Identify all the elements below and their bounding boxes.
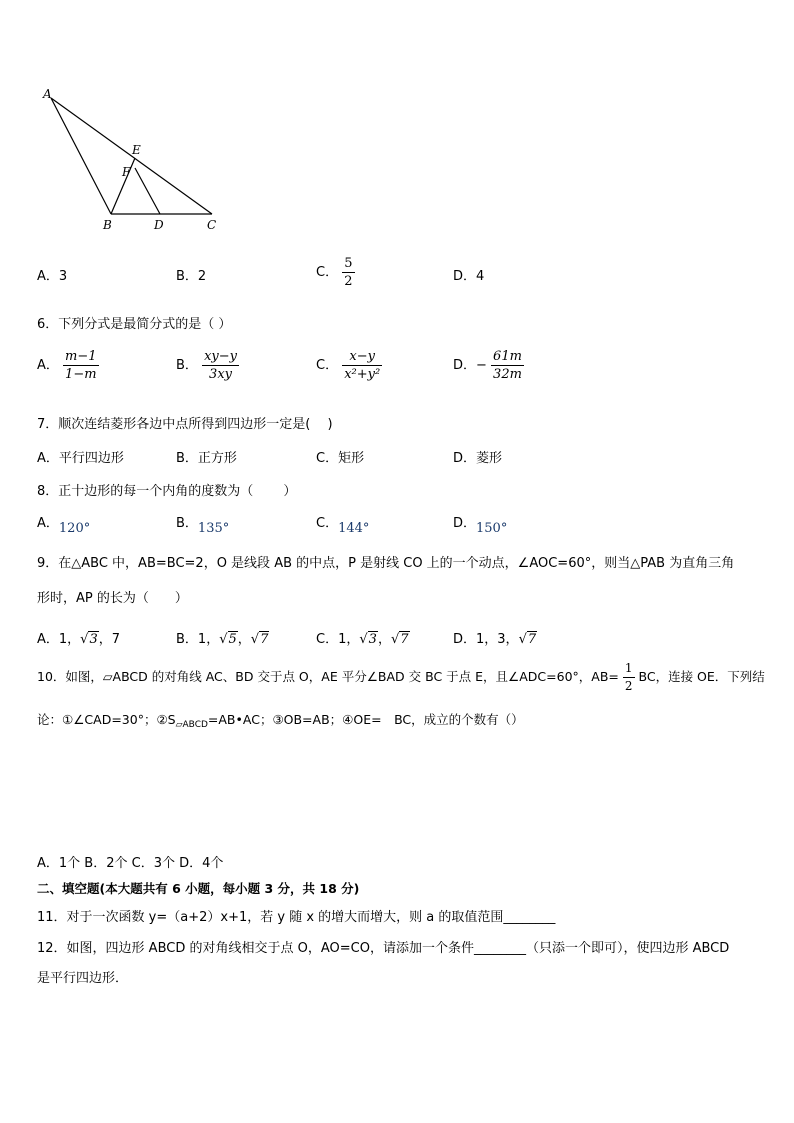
q6-option-a xyxy=(37,348,99,383)
sqrt: √7 xyxy=(250,632,269,647)
q10-options: A．1个 B．2个 C．3个 D．4个 xyxy=(37,856,224,871)
radicand: 7 xyxy=(260,632,269,647)
label-F: F xyxy=(122,165,131,179)
sqrt: √3 xyxy=(359,632,377,647)
label-B: B xyxy=(103,218,112,232)
radicand: 3 xyxy=(89,632,98,647)
label-C: C xyxy=(207,218,217,232)
q7-option-c: C．矩形 xyxy=(316,451,365,466)
q5-option-c-prefix: C． xyxy=(316,265,339,280)
segment-AB xyxy=(51,98,111,214)
q9-option-a xyxy=(37,628,120,647)
option-prefix: D．− xyxy=(453,358,487,373)
fraction-numerator: m−1 xyxy=(65,349,97,364)
q5-option-b: B．2 xyxy=(176,269,207,284)
sqrt: √7 xyxy=(518,632,537,647)
q11-text: 11．对于一次函数 y=（a+2）x+1，若 y 随 x 的增大而增大，则 a 的取值范围________ xyxy=(37,910,556,925)
option-value: 144° xyxy=(338,521,370,536)
separator: ， xyxy=(237,632,251,647)
fraction-numerator: 1 xyxy=(623,660,635,678)
q8-stem: 8．正十边形的每一个内角的度数为（ ） xyxy=(37,484,297,499)
q12-line1: 12．如图，四边形 ABCD 的对角线相交于点 O，AO=CO，请添加一个条件________（只添一个即可），使四边形 ABCD xyxy=(37,941,730,956)
option-value: 135° xyxy=(197,521,230,536)
fraction-numerator: x−y xyxy=(342,348,382,366)
option-prefix: B． xyxy=(176,516,198,531)
section-heading: 二、填空题(本大题共有 6 小题，每小题 3 分，共 18 分) xyxy=(37,881,360,896)
option-prefix: D． xyxy=(453,516,477,531)
q8-option-a xyxy=(37,512,91,536)
q6-option-d-fraction xyxy=(491,348,524,383)
fraction-denominator: 2 xyxy=(344,274,353,289)
sqrt: √7 xyxy=(390,632,409,647)
radicand: 3 xyxy=(368,632,377,647)
q6-stem: 6．下列分式是最简分式的是（ ） xyxy=(37,317,232,332)
option-prefix: C． xyxy=(316,516,339,531)
q9-stem-line2: 形时，AP 的长为（ ） xyxy=(37,591,188,606)
q10-line1-text-end: BC，连接 OE．下列结 xyxy=(638,669,765,684)
fraction-denominator: 32m xyxy=(493,367,522,382)
radicand: 7 xyxy=(527,632,537,647)
q5-option-c-fraction xyxy=(342,255,354,290)
option-suffix: ，7 xyxy=(98,632,121,647)
triangle-figure xyxy=(38,84,228,236)
separator: ， xyxy=(377,632,391,647)
q10-line1 xyxy=(37,660,765,695)
q9-option-d xyxy=(453,628,537,647)
q7-stem: 7．顺次连结菱形各边中点所得到四边形一定是( ) xyxy=(37,417,333,432)
radicand: 5 xyxy=(228,632,237,647)
option-prefix: B． xyxy=(176,358,198,373)
fraction-denominator: x²+y² xyxy=(344,367,381,382)
option-prefix: C． xyxy=(316,358,339,373)
q6-option-c xyxy=(316,348,382,383)
q12-line2: 是平行四边形． xyxy=(37,971,129,986)
q8-option-d xyxy=(453,512,508,536)
q7-option-a: A．平行四边形 xyxy=(37,451,124,466)
label-E: E xyxy=(132,143,141,157)
q6-option-b-fraction xyxy=(202,348,239,383)
fraction-numerator: xy−y xyxy=(204,349,237,364)
fraction-numerator: 5 xyxy=(344,256,353,271)
q10-fraction xyxy=(623,660,635,695)
subscript: ▱ABCD xyxy=(175,720,208,730)
sqrt: √3 xyxy=(80,632,98,647)
q6-option-a-fraction xyxy=(63,348,99,383)
q6-option-d xyxy=(453,348,524,383)
q5-option-a: A．3 xyxy=(37,269,68,284)
q9-option-c xyxy=(316,628,410,647)
option-value: 120° xyxy=(58,521,91,536)
q10-line2-text: 论：①∠CAD=30°；②S xyxy=(37,712,176,727)
radicand: 7 xyxy=(400,632,409,647)
q8-option-c xyxy=(316,512,370,536)
label-D: D xyxy=(154,218,164,232)
option-prefix: A． xyxy=(37,358,59,373)
q7-option-b: B．正方形 xyxy=(176,451,237,466)
option-prefix: A．1， xyxy=(37,632,81,647)
sqrt: √5 xyxy=(219,632,237,647)
option-value: 150° xyxy=(476,521,508,536)
q10-line2 xyxy=(37,710,524,728)
option-prefix: A． xyxy=(37,516,59,531)
option-prefix: B．1， xyxy=(176,632,220,647)
q10-line2-text-end: =AB•AC；③OB=AB；④OE= BC，成立的个数有（） xyxy=(207,712,524,727)
q9-option-b xyxy=(176,628,269,647)
q5-option-c xyxy=(316,255,355,290)
fraction-denominator: 1−m xyxy=(65,367,97,382)
segment-DF xyxy=(135,168,160,214)
q6-option-c-fraction xyxy=(342,348,382,383)
q6-option-b xyxy=(176,348,239,383)
fraction-denominator: 2 xyxy=(624,679,633,693)
fraction-numerator: 61m xyxy=(493,349,522,364)
q5-option-d: D．4 xyxy=(453,269,485,284)
fraction-denominator: 3xy xyxy=(209,367,232,382)
option-prefix: D．1，3， xyxy=(453,632,519,647)
q10-line1-text: 10．如图，▱ABCD 的对角线 AC、BD 交于点 O，AE 平分∠BAD 交 BC 于点 E，且∠ADC=60°，AB= xyxy=(37,669,619,684)
option-prefix: C．1， xyxy=(316,632,360,647)
q8-option-b xyxy=(176,512,230,536)
q9-stem-line1: 9．在△ABC 中，AB=BC=2，O 是线段 AB 的中点，P 是射线 CO 上的一个动点，∠AOC=60°，则当△PAB 为直角三角 xyxy=(37,556,735,571)
q7-option-d: D．菱形 xyxy=(453,451,503,466)
label-A: A xyxy=(43,87,52,101)
